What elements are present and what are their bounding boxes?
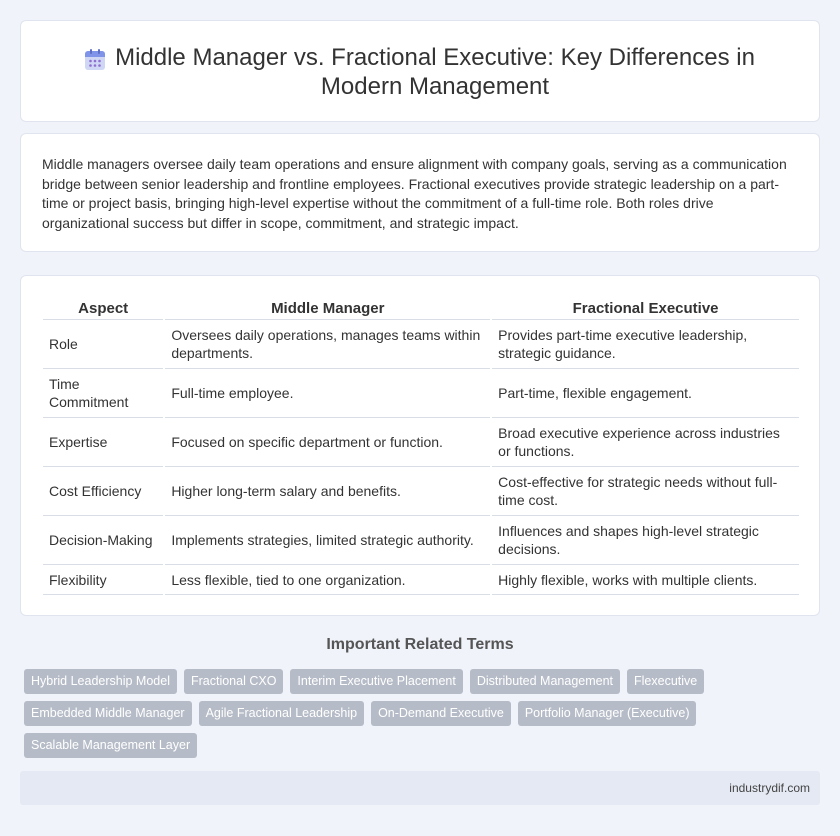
- middle-manager-cell: Higher long-term salary and benefits.: [165, 467, 490, 516]
- related-term-tag[interactable]: Hybrid Leadership Model: [24, 669, 177, 694]
- related-term-tag[interactable]: Interim Executive Placement: [290, 669, 462, 694]
- table-row: [43, 516, 799, 565]
- related-terms-list: [24, 669, 814, 758]
- fractional-executive-cell: Influences and shapes high-level strategic decisions.: [492, 516, 799, 565]
- fractional-executive-cell: Highly flexible, works with multiple clients.: [492, 565, 799, 595]
- table-row: [43, 369, 799, 418]
- related-term-tag[interactable]: Embedded Middle Manager: [24, 701, 192, 726]
- table-row: [43, 565, 799, 595]
- related-term-tag[interactable]: Portfolio Manager (Executive): [518, 701, 697, 726]
- header-middle-manager: Middle Manager: [165, 296, 490, 320]
- table-row: [43, 467, 799, 516]
- fractional-executive-cell: Part-time, flexible engagement.: [492, 369, 799, 418]
- intro-card: [20, 133, 820, 252]
- comparison-card: [20, 275, 820, 616]
- related-terms-title: Important Related Terms: [326, 636, 514, 653]
- page-title: Middle Manager vs. Fractional Executive: Key Differences in Modern Management: [115, 44, 755, 100]
- comparison-table: [41, 296, 801, 595]
- table-row: [43, 418, 799, 467]
- middle-manager-cell: Oversees daily operations, manages teams within departments.: [165, 320, 490, 369]
- fractional-executive-cell: Provides part-time executive leadership, strategic guidance.: [492, 320, 799, 369]
- aspect-cell: Role: [43, 320, 163, 369]
- fractional-executive-cell: Broad executive experience across industries or functions.: [492, 418, 799, 467]
- intro-paragraph: Middle managers oversee daily team operations and ensure alignment with company goals, serving as a communication bridge between senior leadership and frontline employees. Fractional executives provide strategic leadership on a part-time or project basis, bringing high-level expertise without the commitment of a full-time role. Both roles drive organizational success but differ in scope, commitment, and strategic impact.: [42, 156, 787, 231]
- aspect-cell: Decision-Making: [43, 516, 163, 565]
- header-fractional-executive: Fractional Executive: [492, 296, 799, 320]
- table-header-row: [43, 296, 799, 320]
- related-term-tag[interactable]: On-Demand Executive: [371, 701, 511, 726]
- aspect-cell: Expertise: [43, 418, 163, 467]
- footer-site-link[interactable]: industrydif.com: [729, 781, 810, 795]
- middle-manager-cell: Implements strategies, limited strategic authority.: [165, 516, 490, 565]
- header-aspect: Aspect: [43, 296, 163, 320]
- related-term-tag[interactable]: Distributed Management: [470, 669, 620, 694]
- related-term-tag[interactable]: Scalable Management Layer: [24, 733, 197, 758]
- middle-manager-cell: Less flexible, tied to one organization.: [165, 565, 490, 595]
- related-term-tag[interactable]: Agile Fractional Leadership: [199, 701, 364, 726]
- middle-manager-cell: Full-time employee.: [165, 369, 490, 418]
- footer: [20, 771, 820, 805]
- title-card: [20, 20, 820, 122]
- middle-manager-cell: Focused on specific department or function.: [165, 418, 490, 467]
- aspect-cell: Flexibility: [43, 565, 163, 595]
- aspect-cell: Cost Efficiency: [43, 467, 163, 516]
- aspect-cell: Time Commitment: [43, 369, 163, 418]
- fractional-executive-cell: Cost-effective for strategic needs without full-time cost.: [492, 467, 799, 516]
- related-term-tag[interactable]: Fractional CXO: [184, 669, 283, 694]
- table-row: [43, 320, 799, 369]
- related-term-tag[interactable]: Flexecutive: [627, 669, 704, 694]
